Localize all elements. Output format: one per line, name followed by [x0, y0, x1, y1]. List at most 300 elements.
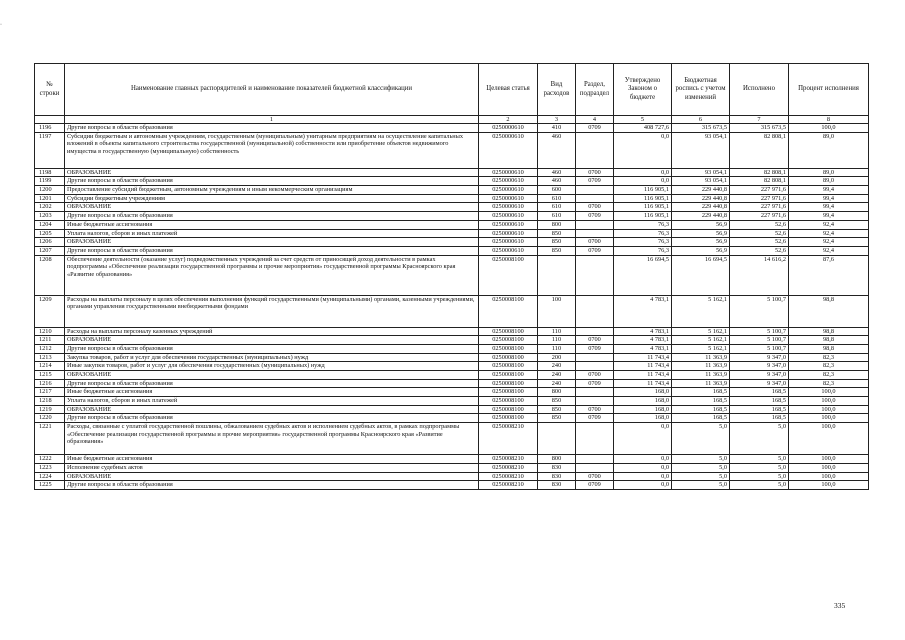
table-row: [35, 362, 869, 371]
row-executed-cell: 5,0: [730, 423, 789, 455]
row-number-cell: 1219: [35, 405, 65, 414]
row-section-cell: [576, 186, 614, 195]
row-section-cell: 0709: [576, 481, 614, 490]
row-type-cell: 850: [538, 246, 576, 255]
table-row: [35, 405, 869, 414]
row-section-cell: 0700: [576, 238, 614, 247]
row-target-cell: 0250000610: [479, 238, 538, 247]
row-name-cell: Уплата налогов, сборов и иных платежей: [65, 397, 479, 406]
row-percent-cell: 82,3: [789, 371, 869, 380]
row-budget-cell: 11 363,9: [672, 379, 730, 388]
row-budget-cell: 93 054,1: [672, 132, 730, 168]
row-section-cell: [576, 397, 614, 406]
row-target-cell: 0250008100: [479, 353, 538, 362]
row-budget-cell: 5,0: [672, 472, 730, 481]
row-executed-cell: 52,6: [730, 246, 789, 255]
row-number-cell: 1209: [35, 295, 65, 327]
row-executed-cell: 168,5: [730, 388, 789, 397]
page-number: 335: [834, 601, 846, 610]
row-approved-cell: 76,3: [614, 229, 672, 238]
row-approved-cell: 11 743,4: [614, 353, 672, 362]
row-number-cell: 1225: [35, 481, 65, 490]
row-executed-cell: 227 971,6: [730, 212, 789, 221]
row-percent-cell: 100,0: [789, 124, 869, 133]
row-type-cell: 110: [538, 327, 576, 336]
header-percent: Процент исполнения: [789, 64, 869, 116]
row-executed-cell: 5 100,7: [730, 344, 789, 353]
row-section-cell: 0709: [576, 344, 614, 353]
row-number-cell: 1201: [35, 194, 65, 203]
row-name-cell: ОБРАЗОВАНИЕ: [65, 472, 479, 481]
row-type-cell: 110: [538, 344, 576, 353]
row-section-cell: 0709: [576, 379, 614, 388]
row-executed-cell: 5,0: [730, 472, 789, 481]
table-header-row: [35, 64, 869, 116]
row-type-cell: 830: [538, 481, 576, 490]
row-percent-cell: 100,0: [789, 455, 869, 464]
row-type-cell: 460: [538, 168, 576, 177]
row-percent-cell: 99,4: [789, 186, 869, 195]
row-executed-cell: 5 100,7: [730, 295, 789, 327]
row-approved-cell: 76,3: [614, 238, 672, 247]
row-approved-cell: 408 727,6: [614, 124, 672, 133]
row-budget-cell: 11 363,9: [672, 353, 730, 362]
row-budget-cell: 5,0: [672, 423, 730, 455]
row-approved-cell: 168,0: [614, 397, 672, 406]
header-target-article: Целевая статья: [479, 64, 538, 116]
row-approved-cell: 76,3: [614, 246, 672, 255]
row-executed-cell: 9 347,0: [730, 362, 789, 371]
row-type-cell: 600: [538, 186, 576, 195]
table-row: [35, 212, 869, 221]
row-executed-cell: 82 808,1: [730, 177, 789, 186]
row-executed-cell: 82 808,1: [730, 132, 789, 168]
row-section-cell: [576, 220, 614, 229]
row-type-cell: 850: [538, 405, 576, 414]
row-target-cell: 0250000610: [479, 220, 538, 229]
row-approved-cell: 0,0: [614, 423, 672, 455]
table-row: [35, 194, 869, 203]
row-name-cell: Иные бюджетные ассигнования: [65, 388, 479, 397]
table-row: [35, 255, 869, 295]
row-percent-cell: 87,6: [789, 255, 869, 295]
row-percent-cell: 99,4: [789, 203, 869, 212]
margin-mark: ·: [0, 22, 2, 28]
row-percent-cell: 100,0: [789, 388, 869, 397]
row-approved-cell: 11 743,4: [614, 371, 672, 380]
row-budget-cell: 168,5: [672, 388, 730, 397]
row-target-cell: 0250008210: [479, 481, 538, 490]
row-target-cell: 0250000610: [479, 168, 538, 177]
row-executed-cell: 227 971,6: [730, 186, 789, 195]
row-budget-cell: 5 162,1: [672, 344, 730, 353]
row-section-cell: 0709: [576, 212, 614, 221]
row-number-cell: 1203: [35, 212, 65, 221]
row-section-cell: 0709: [576, 124, 614, 133]
table-row: [35, 481, 869, 490]
table-row: [35, 371, 869, 380]
row-number-cell: 1199: [35, 177, 65, 186]
row-target-cell: 0250008210: [479, 472, 538, 481]
row-section-cell: [576, 194, 614, 203]
row-type-cell: 100: [538, 295, 576, 327]
column-number: 1: [65, 116, 479, 124]
row-type-cell: 850: [538, 238, 576, 247]
row-number-cell: 1196: [35, 124, 65, 133]
row-name-cell: Другие вопросы в области образования: [65, 414, 479, 423]
row-type-cell: 850: [538, 397, 576, 406]
row-executed-cell: 5 100,7: [730, 336, 789, 345]
row-number-cell: 1200: [35, 186, 65, 195]
row-executed-cell: 9 347,0: [730, 379, 789, 388]
row-type-cell: [538, 423, 576, 455]
row-number-cell: 1210: [35, 327, 65, 336]
row-name-cell: Предоставление субсидий бюджетным, автономным учреждениям и иным некоммерческим организациям: [65, 186, 479, 195]
row-name-cell: Расходы, связанные с уплатой государственной пошлины, обжалованием судебных актов и исполнением судебных актов, в рамках подпрограммы «Обеспечение реализации государственной программы и прочие мероприятия» государственной программы Красноярского края «Развитие образования»: [65, 423, 479, 455]
row-executed-cell: 5,0: [730, 463, 789, 472]
row-budget-cell: 5 162,1: [672, 295, 730, 327]
table-row: [35, 414, 869, 423]
row-percent-cell: 82,3: [789, 353, 869, 362]
row-percent-cell: 99,4: [789, 194, 869, 203]
row-budget-cell: 56,9: [672, 246, 730, 255]
row-approved-cell: 116 905,1: [614, 194, 672, 203]
row-approved-cell: 0,0: [614, 463, 672, 472]
row-budget-cell: 5,0: [672, 481, 730, 490]
budget-execution-table: [34, 63, 869, 490]
row-number-cell: 1222: [35, 455, 65, 464]
row-approved-cell: 168,0: [614, 405, 672, 414]
row-executed-cell: 5,0: [730, 455, 789, 464]
row-target-cell: 0250008100: [479, 414, 538, 423]
table-row: [35, 344, 869, 353]
row-executed-cell: 52,6: [730, 220, 789, 229]
column-number: 5: [614, 116, 672, 124]
row-name-cell: Иные бюджетные ассигнования: [65, 220, 479, 229]
row-executed-cell: 227 971,6: [730, 194, 789, 203]
row-budget-cell: 11 363,9: [672, 371, 730, 380]
row-target-cell: 0250008100: [479, 397, 538, 406]
column-number-row: [35, 116, 869, 124]
row-executed-cell: 168,5: [730, 397, 789, 406]
row-name-cell: Расходы на выплаты персоналу казенных учреждений: [65, 327, 479, 336]
row-executed-cell: 52,6: [730, 238, 789, 247]
row-number-cell: 1212: [35, 344, 65, 353]
table-row: [35, 168, 869, 177]
row-executed-cell: 9 347,0: [730, 353, 789, 362]
row-type-cell: 800: [538, 455, 576, 464]
row-target-cell: 0250008210: [479, 423, 538, 455]
row-type-cell: 610: [538, 212, 576, 221]
row-type-cell: 200: [538, 353, 576, 362]
row-approved-cell: 0,0: [614, 455, 672, 464]
header-budget-schedule: Бюджетная роспись с учетом изменений: [672, 64, 730, 116]
row-budget-cell: 229 440,8: [672, 194, 730, 203]
row-number-cell: 1211: [35, 336, 65, 345]
header-executed: Исполнено: [730, 64, 789, 116]
row-name-cell: ОБРАЗОВАНИЕ: [65, 203, 479, 212]
row-name-cell: Исполнение судебных актов: [65, 463, 479, 472]
row-target-cell: 0250008100: [479, 327, 538, 336]
row-type-cell: [538, 255, 576, 295]
table-row: [35, 463, 869, 472]
table-row: [35, 186, 869, 195]
row-executed-cell: 227 971,6: [730, 203, 789, 212]
row-percent-cell: 89,0: [789, 177, 869, 186]
row-name-cell: Субсидии бюджетным и автономным учреждениям, государственным (муниципальным) унитарным предприятиям на осуществление капитальных вложений в объекты капитального строительства государственной (муниципальной) собственности или приобретение объектов недвижимого имущества в государственную (муниципальную) собственность: [65, 132, 479, 168]
table-row: [35, 203, 869, 212]
row-target-cell: 0250000610: [479, 124, 538, 133]
row-executed-cell: 14 616,2: [730, 255, 789, 295]
row-section-cell: 0700: [576, 371, 614, 380]
row-approved-cell: 76,3: [614, 220, 672, 229]
row-approved-cell: 168,0: [614, 414, 672, 423]
row-budget-cell: 56,9: [672, 220, 730, 229]
row-budget-cell: 16 694,5: [672, 255, 730, 295]
table-row: [35, 472, 869, 481]
row-budget-cell: 11 363,9: [672, 362, 730, 371]
row-executed-cell: 168,5: [730, 414, 789, 423]
row-target-cell: 0250008100: [479, 362, 538, 371]
row-approved-cell: 116 905,1: [614, 186, 672, 195]
row-percent-cell: 99,4: [789, 212, 869, 221]
row-target-cell: 0250008100: [479, 255, 538, 295]
row-percent-cell: 100,0: [789, 405, 869, 414]
row-number-cell: 1206: [35, 238, 65, 247]
row-number-cell: 1198: [35, 168, 65, 177]
row-percent-cell: 92,4: [789, 220, 869, 229]
row-target-cell: 0250000610: [479, 203, 538, 212]
row-number-cell: 1214: [35, 362, 65, 371]
row-name-cell: Уплата налогов, сборов и иных платежей: [65, 229, 479, 238]
row-percent-cell: 89,0: [789, 132, 869, 168]
row-name-cell: Другие вопросы в области образования: [65, 481, 479, 490]
row-approved-cell: 4 783,1: [614, 336, 672, 345]
row-percent-cell: 100,0: [789, 397, 869, 406]
row-executed-cell: 9 347,0: [730, 371, 789, 380]
row-type-cell: 240: [538, 371, 576, 380]
row-budget-cell: 229 440,8: [672, 212, 730, 221]
row-number-cell: 1221: [35, 423, 65, 455]
row-percent-cell: 100,0: [789, 472, 869, 481]
header-name: Наименование главных распорядителей и наименование показателей бюджетной классификации: [65, 64, 479, 116]
row-percent-cell: 100,0: [789, 423, 869, 455]
row-section-cell: [576, 255, 614, 295]
table-row: [35, 353, 869, 362]
row-budget-cell: 5 162,1: [672, 327, 730, 336]
row-target-cell: 0250008100: [479, 295, 538, 327]
row-name-cell: ОБРАЗОВАНИЕ: [65, 405, 479, 414]
row-percent-cell: 98,8: [789, 344, 869, 353]
row-section-cell: 0709: [576, 414, 614, 423]
row-type-cell: 460: [538, 132, 576, 168]
row-percent-cell: 92,4: [789, 238, 869, 247]
row-section-cell: 0700: [576, 405, 614, 414]
table-row: [35, 423, 869, 455]
row-number-cell: 1213: [35, 353, 65, 362]
row-name-cell: ОБРАЗОВАНИЕ: [65, 238, 479, 247]
row-approved-cell: 0,0: [614, 481, 672, 490]
row-type-cell: 850: [538, 229, 576, 238]
row-name-cell: Другие вопросы в области образования: [65, 177, 479, 186]
table-row: [35, 327, 869, 336]
column-number: [35, 116, 65, 124]
table-row: [35, 455, 869, 464]
row-number-cell: 1202: [35, 203, 65, 212]
row-executed-cell: 52,6: [730, 229, 789, 238]
row-number-cell: 1223: [35, 463, 65, 472]
row-type-cell: 240: [538, 362, 576, 371]
row-type-cell: 110: [538, 336, 576, 345]
row-approved-cell: 0,0: [614, 168, 672, 177]
row-target-cell: 0250008100: [479, 379, 538, 388]
row-name-cell: ОБРАЗОВАНИЕ: [65, 371, 479, 380]
table-row: [35, 397, 869, 406]
row-number-cell: 1205: [35, 229, 65, 238]
row-number-cell: 1218: [35, 397, 65, 406]
row-type-cell: 800: [538, 220, 576, 229]
row-budget-cell: 168,5: [672, 414, 730, 423]
row-budget-cell: 56,9: [672, 238, 730, 247]
column-number: 4: [576, 116, 614, 124]
row-type-cell: 800: [538, 388, 576, 397]
row-approved-cell: 4 783,1: [614, 344, 672, 353]
row-approved-cell: 168,0: [614, 388, 672, 397]
row-type-cell: 850: [538, 414, 576, 423]
row-budget-cell: 168,5: [672, 405, 730, 414]
table-row: [35, 132, 869, 168]
row-approved-cell: 0,0: [614, 177, 672, 186]
row-budget-cell: 5 162,1: [672, 336, 730, 345]
row-name-cell: Другие вопросы в области образования: [65, 212, 479, 221]
row-name-cell: Закупка товаров, работ и услуг для обеспечения государственных (муниципальных) нужд: [65, 353, 479, 362]
column-number: 2: [479, 116, 538, 124]
row-type-cell: 830: [538, 472, 576, 481]
row-target-cell: 0250000610: [479, 186, 538, 195]
row-percent-cell: 82,3: [789, 379, 869, 388]
row-name-cell: Иные закупки товаров, работ и услуг для обеспечения государственных (муниципальных) нужд: [65, 362, 479, 371]
row-target-cell: 0250000610: [479, 212, 538, 221]
row-target-cell: 0250000610: [479, 194, 538, 203]
row-percent-cell: 98,8: [789, 327, 869, 336]
row-name-cell: Другие вопросы в области образования: [65, 246, 479, 255]
row-section-cell: 0709: [576, 177, 614, 186]
row-number-cell: 1208: [35, 255, 65, 295]
row-section-cell: [576, 327, 614, 336]
row-number-cell: 1207: [35, 246, 65, 255]
header-section: Раздел, подраздел: [576, 64, 614, 116]
row-approved-cell: 4 783,1: [614, 295, 672, 327]
row-budget-cell: 229 440,8: [672, 186, 730, 195]
row-section-cell: [576, 353, 614, 362]
row-section-cell: [576, 132, 614, 168]
row-approved-cell: 0,0: [614, 132, 672, 168]
row-number-cell: 1204: [35, 220, 65, 229]
row-executed-cell: 5,0: [730, 481, 789, 490]
row-target-cell: 0250008100: [479, 388, 538, 397]
row-percent-cell: 98,8: [789, 295, 869, 327]
row-number-cell: 1217: [35, 388, 65, 397]
row-name-cell: Иные бюджетные ассигнования: [65, 455, 479, 464]
budget-report-page: [34, 63, 868, 490]
row-section-cell: [576, 455, 614, 464]
row-target-cell: 0250000610: [479, 177, 538, 186]
row-type-cell: 610: [538, 203, 576, 212]
row-percent-cell: 92,4: [789, 246, 869, 255]
row-type-cell: 610: [538, 194, 576, 203]
table-row: [35, 246, 869, 255]
row-approved-cell: 4 783,1: [614, 327, 672, 336]
row-type-cell: 830: [538, 463, 576, 472]
row-target-cell: 0250000610: [479, 246, 538, 255]
row-executed-cell: 5 100,7: [730, 327, 789, 336]
row-executed-cell: 168,5: [730, 405, 789, 414]
row-target-cell: 0250008100: [479, 405, 538, 414]
column-number: 7: [730, 116, 789, 124]
row-target-cell: 0250008210: [479, 463, 538, 472]
row-budget-cell: 5,0: [672, 455, 730, 464]
row-name-cell: ОБРАЗОВАНИЕ: [65, 336, 479, 345]
row-name-cell: Обеспечение деятельности (оказание услуг) подведомственных учреждений за счет средств от приносящей доход деятельности в рамках подпрограммы «Обеспечение реализации государственной программы и прочие мероприятия» государственной программы Красноярского края «Развитие образования»: [65, 255, 479, 295]
row-number-cell: 1215: [35, 371, 65, 380]
row-section-cell: [576, 229, 614, 238]
table-row: [35, 220, 869, 229]
header-approved: Утверждено Законом о бюджете: [614, 64, 672, 116]
row-target-cell: 0250000610: [479, 229, 538, 238]
row-section-cell: [576, 388, 614, 397]
column-number: 8: [789, 116, 869, 124]
row-target-cell: 0250008100: [479, 336, 538, 345]
row-type-cell: 240: [538, 379, 576, 388]
row-name-cell: Другие вопросы в области образования: [65, 344, 479, 353]
row-target-cell: 0250008210: [479, 455, 538, 464]
row-name-cell: ОБРАЗОВАНИЕ: [65, 168, 479, 177]
row-budget-cell: 229 440,8: [672, 203, 730, 212]
row-budget-cell: 56,9: [672, 229, 730, 238]
table-row: [35, 177, 869, 186]
row-percent-cell: 100,0: [789, 463, 869, 472]
row-number-cell: 1220: [35, 414, 65, 423]
row-name-cell: Другие вопросы в области образования: [65, 379, 479, 388]
row-executed-cell: 82 808,1: [730, 168, 789, 177]
row-approved-cell: 11 743,4: [614, 362, 672, 371]
row-approved-cell: 0,0: [614, 472, 672, 481]
row-name-cell: Субсидии бюджетным учреждениям: [65, 194, 479, 203]
row-target-cell: 0250008100: [479, 371, 538, 380]
row-percent-cell: 98,8: [789, 336, 869, 345]
row-executed-cell: 315 673,5: [730, 124, 789, 133]
row-type-cell: 460: [538, 177, 576, 186]
table-row: [35, 379, 869, 388]
row-section-cell: 0700: [576, 203, 614, 212]
table-body: [35, 124, 869, 490]
row-section-cell: 0700: [576, 168, 614, 177]
row-number-cell: 1197: [35, 132, 65, 168]
table-row: [35, 124, 869, 133]
header-row-number: № строки: [35, 64, 65, 116]
row-budget-cell: 168,5: [672, 397, 730, 406]
row-approved-cell: 116 905,1: [614, 212, 672, 221]
row-name-cell: Другие вопросы в области образования: [65, 124, 479, 133]
row-percent-cell: 100,0: [789, 414, 869, 423]
row-section-cell: [576, 362, 614, 371]
row-budget-cell: 93 054,1: [672, 177, 730, 186]
column-number: 6: [672, 116, 730, 124]
row-percent-cell: 82,3: [789, 362, 869, 371]
table-row: [35, 388, 869, 397]
row-approved-cell: 11 743,4: [614, 379, 672, 388]
row-section-cell: 0700: [576, 472, 614, 481]
